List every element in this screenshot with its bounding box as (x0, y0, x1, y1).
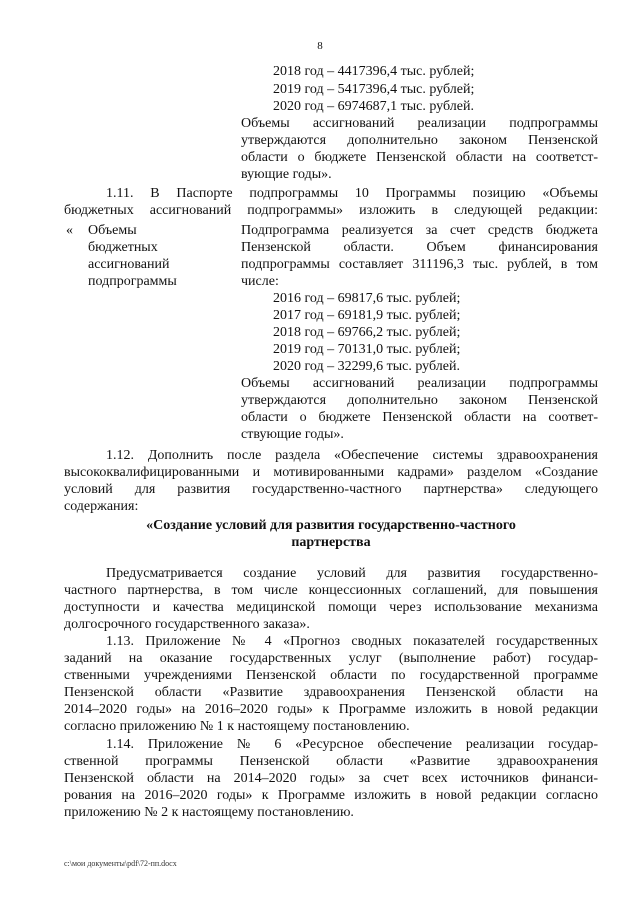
passport-text: Пензенской области. Объем финансирования (241, 240, 598, 255)
passport-text: утверждаются дополнительно законом Пензенской (241, 393, 598, 408)
year-line: 2018 год – 4417396,4 тыс. рублей; (273, 64, 475, 79)
paragraph-line: высококвалифицированными и мотивированными кадрами» разделом «Создание (64, 465, 598, 480)
passport-text: подпрограммы составляет 311196,3 тыс. рублей, в том (241, 257, 598, 272)
text-line: вующие годы». (241, 167, 332, 182)
paragraph-line: частного партнерства, в том числе концессионных соглашений, для повышения (64, 583, 598, 598)
passport-text: области о бюджете Пензенской области на соответ- (241, 410, 598, 425)
year-line: 2019 год – 70131,0 тыс. рублей; (273, 342, 461, 357)
section-heading: «Создание условий для развития государственно-частного (146, 518, 516, 533)
paragraph-line: доступности и качества медицинской помощи через использование механизма (64, 600, 598, 615)
passport-text: Объемы ассигнований реализации подпрограммы (241, 376, 598, 391)
file-path-footer: c:\мои документы\pdf\72-пп.docx (64, 859, 177, 868)
text-line: Объемы ассигнований реализации подпрограммы (241, 116, 598, 131)
passport-label: ассигнований (88, 257, 170, 272)
year-line: 2017 год – 69181,9 тыс. рублей; (273, 308, 461, 323)
text-line: утверждаются дополнительно законом Пензенской (241, 133, 598, 148)
year-line: 2016 год – 69817,6 тыс. рублей; (273, 291, 461, 306)
paragraph-line: 1.14. Приложение № 6 «Ресурсное обеспечение реализации государ- (106, 737, 598, 752)
paragraph-line: заданий на оказание государственных услуг (выполнение работ) государ- (64, 651, 598, 666)
passport-text: Подпрограмма реализуется за счет средств бюджета (241, 223, 598, 238)
paragraph-line: условий для развития государственно-частного партнерства» следующего (64, 482, 598, 497)
paragraph-line: бюджетных ассигнований подпрограммы» изложить в следующей редакции: (64, 203, 598, 218)
year-line: 2019 год – 5417396,4 тыс. рублей; (273, 82, 475, 97)
paragraph-line: приложению № 2 к настоящему постановлению. (64, 805, 354, 820)
paragraph-line: рования на 2016–2020 годы» к Программе изложить в новой редакции согласно (64, 788, 598, 803)
passport-label: подпрограммы (88, 274, 177, 289)
paragraph-line: ственной программы Пензенской области «Развитие здравоохранения (64, 754, 598, 769)
section-heading: партнерства (291, 535, 371, 550)
passport-label: бюджетных (88, 240, 158, 255)
paragraph-line: долгосрочного государственного заказа». (64, 617, 310, 632)
text-line: области о бюджете Пензенской области на соответст- (241, 150, 598, 165)
quote-mark: « (66, 223, 73, 238)
year-line: 2020 год – 32299,6 тыс. рублей. (273, 359, 460, 374)
paragraph-line: ственными учреждениями Пензенской области по государственной программе (64, 668, 598, 683)
page-number: 8 (317, 40, 323, 52)
passport-label: Объемы (88, 223, 137, 238)
passport-text: числе: (241, 274, 279, 289)
paragraph-line: 1.13. Приложение № 4 «Прогноз сводных показателей государственных (106, 634, 598, 649)
passport-text: ствующие годы». (241, 427, 344, 442)
paragraph-line: 1.11. В Паспорте подпрограммы 10 Программы позицию «Объемы (106, 186, 598, 201)
paragraph-line: Пензенской области на 2014–2020 годы» за счет всех источников финанси- (64, 771, 598, 786)
paragraph-line: Пензенской области «Развитие здравоохранения Пензенской области на (64, 685, 598, 700)
paragraph-line: содержания: (64, 499, 139, 514)
paragraph-line: 2014–2020 годы» на 2016–2020 годы» к Программе изложить в новой редакции (64, 702, 598, 717)
year-line: 2018 год – 69766,2 тыс. рублей; (273, 325, 461, 340)
year-line: 2020 год – 6974687,1 тыс. рублей. (273, 99, 474, 114)
paragraph-line: согласно приложению № 1 к настоящему постановлению. (64, 719, 410, 734)
paragraph-line: Предусматривается создание условий для развития государственно- (106, 566, 598, 581)
paragraph-line: 1.12. Дополнить после раздела «Обеспечение системы здравоохранения (106, 448, 598, 463)
